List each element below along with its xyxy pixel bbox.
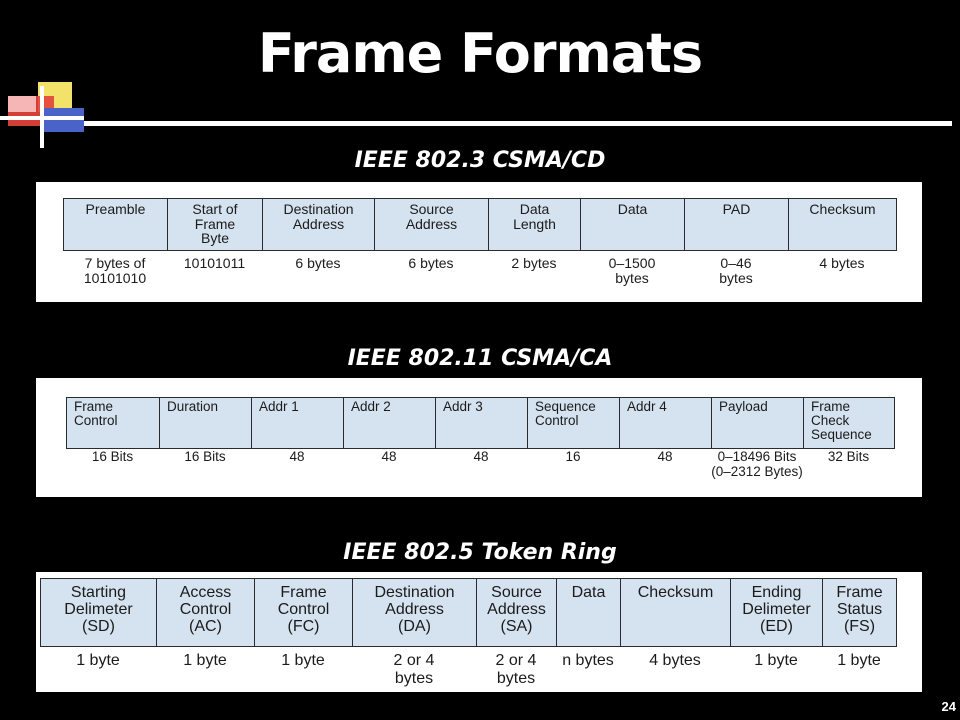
field-size: 1 byte	[281, 652, 325, 669]
page-number: 24	[941, 699, 956, 714]
section-heading-802-5: IEEE 802.5 Token Ring	[343, 540, 617, 565]
frame-diagram-802-11	[36, 378, 922, 497]
field-size: 2 or 4 bytes	[495, 652, 537, 687]
field-size: 7 bytes of 10101010	[83, 255, 147, 287]
field-size: 10101011	[183, 255, 246, 271]
field-size: 16	[565, 449, 581, 464]
frame-field: Payload	[712, 398, 804, 449]
frame-fields-802-3	[63, 198, 897, 251]
frame-field: Access Control (AC)	[157, 579, 255, 647]
frame-field: Checksum	[789, 199, 897, 251]
field-size: 6 bytes	[408, 255, 454, 271]
field-size: 6 bytes	[295, 255, 341, 271]
frame-field: Destination Address (DA)	[353, 579, 477, 647]
frame-fields-802-11	[66, 397, 895, 449]
field-sizes-802-5	[40, 652, 896, 687]
frame-field: Addr 2	[344, 398, 436, 449]
frame-field: Data Length	[489, 199, 581, 251]
field-sizes-802-11	[66, 450, 894, 480]
field-size: 48	[381, 449, 397, 464]
frame-field: Checksum	[621, 579, 731, 647]
frame-field: Source Address	[375, 199, 489, 251]
field-size: 1 byte	[183, 652, 227, 669]
frame-field: Data	[581, 199, 685, 251]
field-size: 0–18496 Bits (0–2312 Bytes)	[711, 449, 803, 479]
frame-field: Frame Control (FC)	[255, 579, 353, 647]
frame-field: Addr 4	[620, 398, 712, 449]
frame-field: Start of Frame Byte	[168, 199, 263, 251]
field-size: 48	[657, 449, 673, 464]
field-size: 0–1500 bytes	[608, 255, 656, 287]
field-size: 4 bytes	[819, 255, 865, 271]
frame-field: Frame Control	[67, 398, 160, 449]
frame-field: Starting Delimeter (SD)	[41, 579, 157, 647]
slide-title: Frame Formats	[257, 22, 703, 85]
field-size: 1 byte	[76, 652, 120, 669]
frame-diagram-802-5	[36, 572, 922, 692]
field-size: 0–46 bytes	[719, 255, 753, 287]
field-size: 48	[289, 449, 305, 464]
field-size: 16 Bits	[184, 449, 226, 464]
frame-field: Destination Address	[263, 199, 375, 251]
frame-field: Sequence Control	[528, 398, 620, 449]
field-size: 1 byte	[754, 652, 798, 669]
frame-field: Preamble	[64, 199, 168, 251]
frame-diagram-802-3	[36, 182, 922, 302]
frame-field: Duration	[160, 398, 252, 449]
frame-field: Ending Delimeter (ED)	[731, 579, 823, 647]
frame-field: Source Address (SA)	[477, 579, 557, 647]
field-size: 48	[473, 449, 489, 464]
field-size: 16 Bits	[91, 449, 134, 464]
slide-logo	[0, 78, 90, 148]
frame-field: Addr 1	[252, 398, 344, 449]
field-size: 4 bytes	[649, 652, 701, 669]
frame-field: PAD	[685, 199, 789, 251]
section-heading-802-11: IEEE 802.11 CSMA/CA	[347, 346, 613, 371]
field-size: n bytes	[562, 652, 614, 669]
field-size: 2 or 4 bytes	[393, 652, 435, 687]
title-divider	[84, 121, 952, 126]
frame-field: Frame Check Sequence	[804, 398, 895, 449]
field-size: 2 bytes	[511, 255, 557, 271]
frame-field: Data	[557, 579, 621, 647]
frame-field: Frame Status (FS)	[823, 579, 897, 647]
field-sizes-802-3	[63, 256, 896, 287]
frame-fields-802-5	[40, 578, 897, 647]
frame-field: Addr 3	[436, 398, 528, 449]
section-heading-802-3: IEEE 802.3 CSMA/CD	[354, 148, 606, 173]
field-size: 32 Bits	[827, 449, 870, 464]
field-size: 1 byte	[837, 652, 881, 669]
